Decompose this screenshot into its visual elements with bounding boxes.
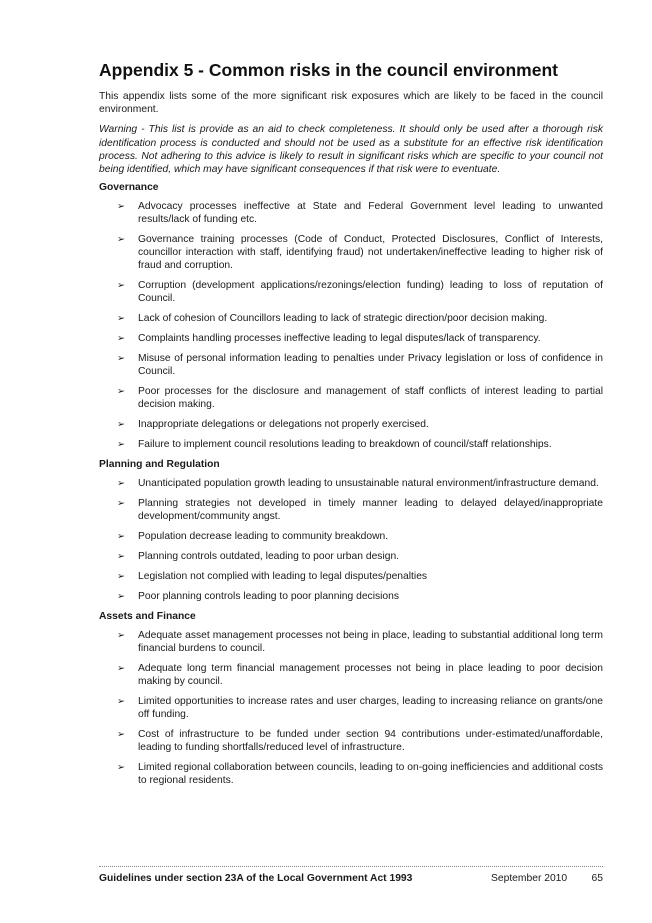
arrow-bullet-icon: ➢ — [117, 551, 125, 563]
arrow-bullet-icon: ➢ — [117, 419, 125, 431]
arrow-bullet-icon: ➢ — [117, 280, 125, 292]
list-item-text: Unanticipated population growth leading to unsustainable natural environment/infrastructure demand. — [138, 478, 599, 490]
list-item — [99, 728, 603, 754]
list-item — [99, 761, 603, 787]
footer-title: Guidelines under section 23A of the Local Government Act 1993 — [99, 873, 413, 884]
list-item-text: Corruption (development applications/rezonings/election funding) leading to loss of reputation of Council. — [138, 280, 603, 305]
list-item-text: Population decrease leading to community breakdown. — [138, 531, 389, 543]
list-item-text: Advocacy processes ineffective at State and Federal Government level leading to unwanted results/lack of funding etc. — [138, 201, 603, 226]
warning-paragraph: Warning - This list is provide as an aid to check completeness. It should only be used after a thorough risk identification process is conducted and should not be used as a substitute for an effective risk identification process. Not adhering to this advice is likely to result in significant risks which are specific to your council not being identified, which may have significant consequences if that risk were to eventuate. — [99, 124, 603, 176]
arrow-bullet-icon: ➢ — [117, 478, 125, 490]
list-item-text: Misuse of personal information leading to penalties under Privacy legislation or loss of confidence in Council. — [138, 353, 603, 378]
page-footer — [99, 866, 603, 884]
list-item-text: Poor processes for the disclosure and management of staff conflicts of interest leading to partial decision making. — [138, 386, 603, 411]
arrow-bullet-icon: ➢ — [117, 591, 125, 603]
list-item — [99, 695, 603, 721]
arrow-bullet-icon: ➢ — [117, 630, 125, 642]
arrow-bullet-icon: ➢ — [117, 353, 125, 365]
arrow-bullet-icon: ➢ — [117, 696, 125, 708]
list-item-text: Inappropriate delegations or delegations not properly exercised. — [138, 419, 429, 431]
list-item — [99, 550, 603, 563]
list-item-text: Limited regional collaboration between councils, leading to on-going inefficiencies and additional costs to regional residents. — [138, 762, 603, 787]
arrow-bullet-icon: ➢ — [117, 201, 125, 213]
list-item — [99, 279, 603, 305]
arrow-bullet-icon: ➢ — [117, 531, 125, 543]
list-item — [99, 332, 603, 345]
footer-date: September 2010 — [491, 873, 568, 884]
list-item — [99, 418, 603, 431]
list-item-text: Complaints handling processes ineffective leading to legal disputes/lack of transparency. — [138, 333, 541, 345]
list-item — [99, 233, 603, 272]
section-heading: Governance — [99, 182, 159, 194]
arrow-bullet-icon: ➢ — [117, 313, 125, 325]
list-item-text: Governance training processes (Code of Conduct, Protected Disclosures, Conflict of Interests, councillor interaction with staff, identifying fraud) not undertaken/ineffective leading to higher risk of fraud and corruption. — [138, 234, 603, 272]
risk-list — [99, 477, 603, 603]
list-item — [99, 352, 603, 378]
arrow-bullet-icon: ➢ — [117, 571, 125, 583]
list-item-text: Adequate long term financial management processes not being in place leading to poor decision making by council. — [138, 663, 603, 688]
page-title: Appendix 5 - Common risks in the council environment — [99, 60, 558, 80]
list-item — [99, 200, 603, 226]
list-item — [99, 497, 603, 523]
arrow-bullet-icon: ➢ — [117, 663, 125, 675]
arrow-bullet-icon: ➢ — [117, 439, 125, 451]
list-item — [99, 438, 603, 451]
risk-list — [99, 629, 603, 787]
list-item — [99, 312, 603, 325]
page-number: 65 — [591, 873, 603, 884]
list-item-text: Lack of cohesion of Councillors leading to lack of strategic direction/poor decision making. — [138, 313, 548, 325]
list-item — [99, 662, 603, 688]
list-item — [99, 477, 603, 490]
list-item-text: Legislation not complied with leading to legal disputes/penalties — [138, 571, 428, 583]
arrow-bullet-icon: ➢ — [117, 333, 125, 345]
arrow-bullet-icon: ➢ — [117, 498, 125, 510]
page-body — [99, 60, 603, 794]
arrow-bullet-icon: ➢ — [117, 729, 125, 741]
intro-paragraph: This appendix lists some of the more significant risk exposures which are likely to be faced in the council environment. — [99, 91, 603, 116]
section-heading: Assets and Finance — [99, 611, 196, 623]
list-item-text: Adequate asset management processes not being in place, leading to substantial additional long term financial burdens to council. — [138, 630, 603, 655]
list-item — [99, 530, 603, 543]
list-item — [99, 590, 603, 603]
list-item-text: Planning strategies not developed in timely manner leading to delayed delayed/inappropriate development/community angst. — [138, 498, 603, 523]
arrow-bullet-icon: ➢ — [117, 234, 125, 246]
list-item-text: Failure to implement council resolutions leading to breakdown of council/staff relationships. — [138, 439, 552, 451]
list-item-text: Limited opportunities to increase rates and user charges, leading to increasing reliance on grants/one off funding. — [138, 696, 603, 721]
list-item-text: Planning controls outdated, leading to poor urban design. — [138, 551, 400, 563]
risk-sections — [99, 181, 603, 787]
arrow-bullet-icon: ➢ — [117, 762, 125, 774]
list-item-text: Poor planning controls leading to poor planning decisions — [138, 591, 400, 603]
list-item — [99, 570, 603, 583]
arrow-bullet-icon: ➢ — [117, 386, 125, 398]
risk-list — [99, 200, 603, 451]
list-item-text: Cost of infrastructure to be funded under section 94 contributions under-estimated/unaffordable, leading to funding shortfalls/reduced level of infrastructure. — [138, 729, 603, 754]
list-item — [99, 385, 603, 411]
list-item — [99, 629, 603, 655]
section-heading: Planning and Regulation — [99, 459, 220, 471]
